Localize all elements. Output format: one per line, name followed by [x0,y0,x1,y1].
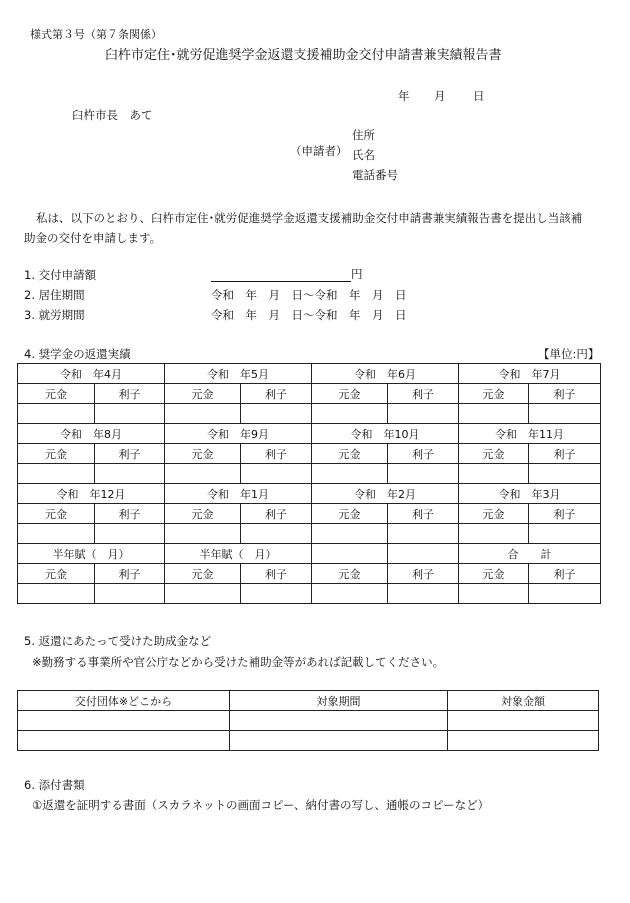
date-year: 年 [398,89,410,103]
interest-label: 利子 [388,444,459,464]
item-amount-label: 1. 交付申請額 [24,268,97,282]
principal-label: 元金 [459,504,529,524]
month-header: 令和 年9月 [165,424,312,444]
subsidy-col-org: 交付団体※どこから [18,691,230,711]
subsidy-table [17,690,599,751]
month-header: 令和 年12月 [18,484,165,504]
residence-period[interactable]: 令和 年 月 日～令和 年 月 日 [211,288,407,302]
amount-cell[interactable] [312,404,388,424]
amount-cell[interactable] [388,464,459,484]
amount-cell[interactable] [388,524,459,544]
month-header: 令和 年3月 [459,484,601,504]
amount-cell[interactable] [18,404,95,424]
addressee: 臼杵市長 あて [72,108,153,122]
interest-label: 利子 [529,504,601,524]
amount-cell[interactable] [18,584,95,604]
amount-cell[interactable] [95,404,165,424]
amount-row [18,404,601,424]
amount-row [18,464,601,484]
amount-cell[interactable] [312,584,388,604]
principal-label: 元金 [312,504,388,524]
work-period[interactable]: 令和 年 月 日～令和 年 月 日 [211,308,407,322]
principal-label: 元金 [165,504,241,524]
amount-row [18,524,601,544]
half-year-2: 半年賦（ 月） [165,544,312,564]
unit-label: 【単位:円】 [538,347,600,361]
interest-label: 利子 [388,504,459,524]
subsidy-col-amount: 対象金額 [448,691,599,711]
month-header-row [18,424,601,444]
intro-line-1: 私は、以下のとおり、臼杵市定住･就労促進奨学金返還支援補助金交付申請書兼実績報告書を提出し当該補 [36,211,583,225]
month-header: 令和 年6月 [312,364,459,384]
subsidy-cell[interactable] [448,711,599,731]
principal-label: 元金 [165,384,241,404]
month-header: 令和 年11月 [459,424,601,444]
item-work-label: 3. 就労期間 [24,308,85,322]
amount-cell[interactable] [241,584,312,604]
month-header: 令和 年2月 [312,484,459,504]
repayment-table [17,363,601,604]
document-title: 臼杵市定住･就労促進奨学金返還支援補助金交付申請書兼実績報告書 [105,48,502,63]
subsidy-row [18,731,599,751]
interest-label: 利子 [388,564,459,584]
month-header: 令和 年1月 [165,484,312,504]
principal-label: 元金 [18,504,95,524]
applicant-label: （申請者） [290,144,348,158]
blank-cell [312,544,388,564]
principal-label: 元金 [18,444,95,464]
month-header: 令和 年8月 [18,424,165,444]
principal-label: 元金 [459,384,529,404]
interest-label: 利子 [241,504,312,524]
interest-label: 利子 [95,444,165,464]
amount-cell[interactable] [459,524,529,544]
amount-cell[interactable] [459,464,529,484]
month-header-row [18,484,601,504]
amount-cell[interactable] [312,464,388,484]
amount-cell[interactable] [529,464,601,484]
principal-label: 元金 [312,564,388,584]
subsidy-header-row [18,691,599,711]
subsidy-row [18,711,599,731]
principal-label: 元金 [459,564,529,584]
principal-interest-row [18,504,601,524]
subsidy-cell[interactable] [230,731,448,751]
principal-label: 元金 [459,444,529,464]
subsidy-cell[interactable] [230,711,448,731]
month-header-row [18,364,601,384]
amount-field[interactable] [211,266,363,282]
principal-label: 元金 [165,444,241,464]
amount-row [18,584,601,604]
amount-cell[interactable] [529,404,601,424]
interest-label: 利子 [241,564,312,584]
item-residence-label: 2. 居住期間 [24,288,85,302]
amount-cell[interactable] [312,524,388,544]
subsidy-cell[interactable] [448,731,599,751]
subsidy-cell[interactable] [18,731,230,751]
attachment-item-1: ①返還を証明する書面（スカラネットの画面コピー、納付書の写し、通帳のコピーなど） [32,798,490,812]
month-header: 令和 年10月 [312,424,459,444]
blank-cell [388,544,459,564]
amount-cell[interactable] [95,584,165,604]
interest-label: 利子 [241,444,312,464]
interest-label: 利子 [529,444,601,464]
principal-label: 元金 [18,384,95,404]
month-header: 令和 年7月 [459,364,601,384]
date-day: 日 [473,89,485,103]
principal-label: 元金 [312,444,388,464]
amount-cell[interactable] [388,404,459,424]
phone-label: 電話番号 [352,168,398,182]
principal-interest-row [18,444,601,464]
amount-cell[interactable] [165,404,241,424]
repayment-heading: 4. 奨学金の返還実績 [24,347,131,361]
amount-cell[interactable] [241,464,312,484]
interest-label: 利子 [529,564,601,584]
form-number: 様式第３号（第７条関係） [30,28,162,41]
subsidy-note: ※勤務する事業所や官公庁などから受けた補助金等があれば記載してください。 [32,655,445,669]
summary-header-row [18,544,601,564]
principal-interest-row [18,564,601,584]
amount-cell[interactable] [529,524,601,544]
total-label: 合 計 [459,544,601,564]
principal-interest-row [18,384,601,404]
amount-cell[interactable] [165,584,241,604]
interest-label: 利子 [95,504,165,524]
amount-cell[interactable] [529,584,601,604]
amount-cell[interactable] [459,404,529,424]
interest-label: 利子 [95,564,165,584]
name-label: 氏名 [352,148,375,162]
amount-cell[interactable] [459,584,529,604]
month-header: 令和 年4月 [18,364,165,384]
amount-cell[interactable] [18,464,95,484]
month-header: 令和 年5月 [165,364,312,384]
address-label: 住所 [352,128,375,142]
amount-cell[interactable] [18,524,95,544]
subsidy-cell[interactable] [18,711,230,731]
amount-cell[interactable] [165,464,241,484]
principal-label: 元金 [312,384,388,404]
intro-line-2: 助金の交付を申請します。 [24,231,162,245]
subsidy-col-period: 対象期間 [230,691,448,711]
interest-label: 利子 [388,384,459,404]
half-year-1: 半年賦（ 月） [18,544,165,564]
principal-label: 元金 [165,564,241,584]
amount-cell[interactable] [241,524,312,544]
date-month: 月 [434,89,446,103]
yen-suffix: 円 [351,267,363,281]
attachments-heading: 6. 添付書類 [24,778,85,792]
principal-label: 元金 [18,564,95,584]
amount-cell[interactable] [95,464,165,484]
amount-cell[interactable] [388,584,459,604]
amount-cell[interactable] [241,404,312,424]
interest-label: 利子 [529,384,601,404]
amount-cell[interactable] [95,524,165,544]
interest-label: 利子 [95,384,165,404]
subsidy-heading: 5. 返還にあたって受けた助成金など [24,634,212,648]
interest-label: 利子 [241,384,312,404]
amount-cell[interactable] [165,524,241,544]
